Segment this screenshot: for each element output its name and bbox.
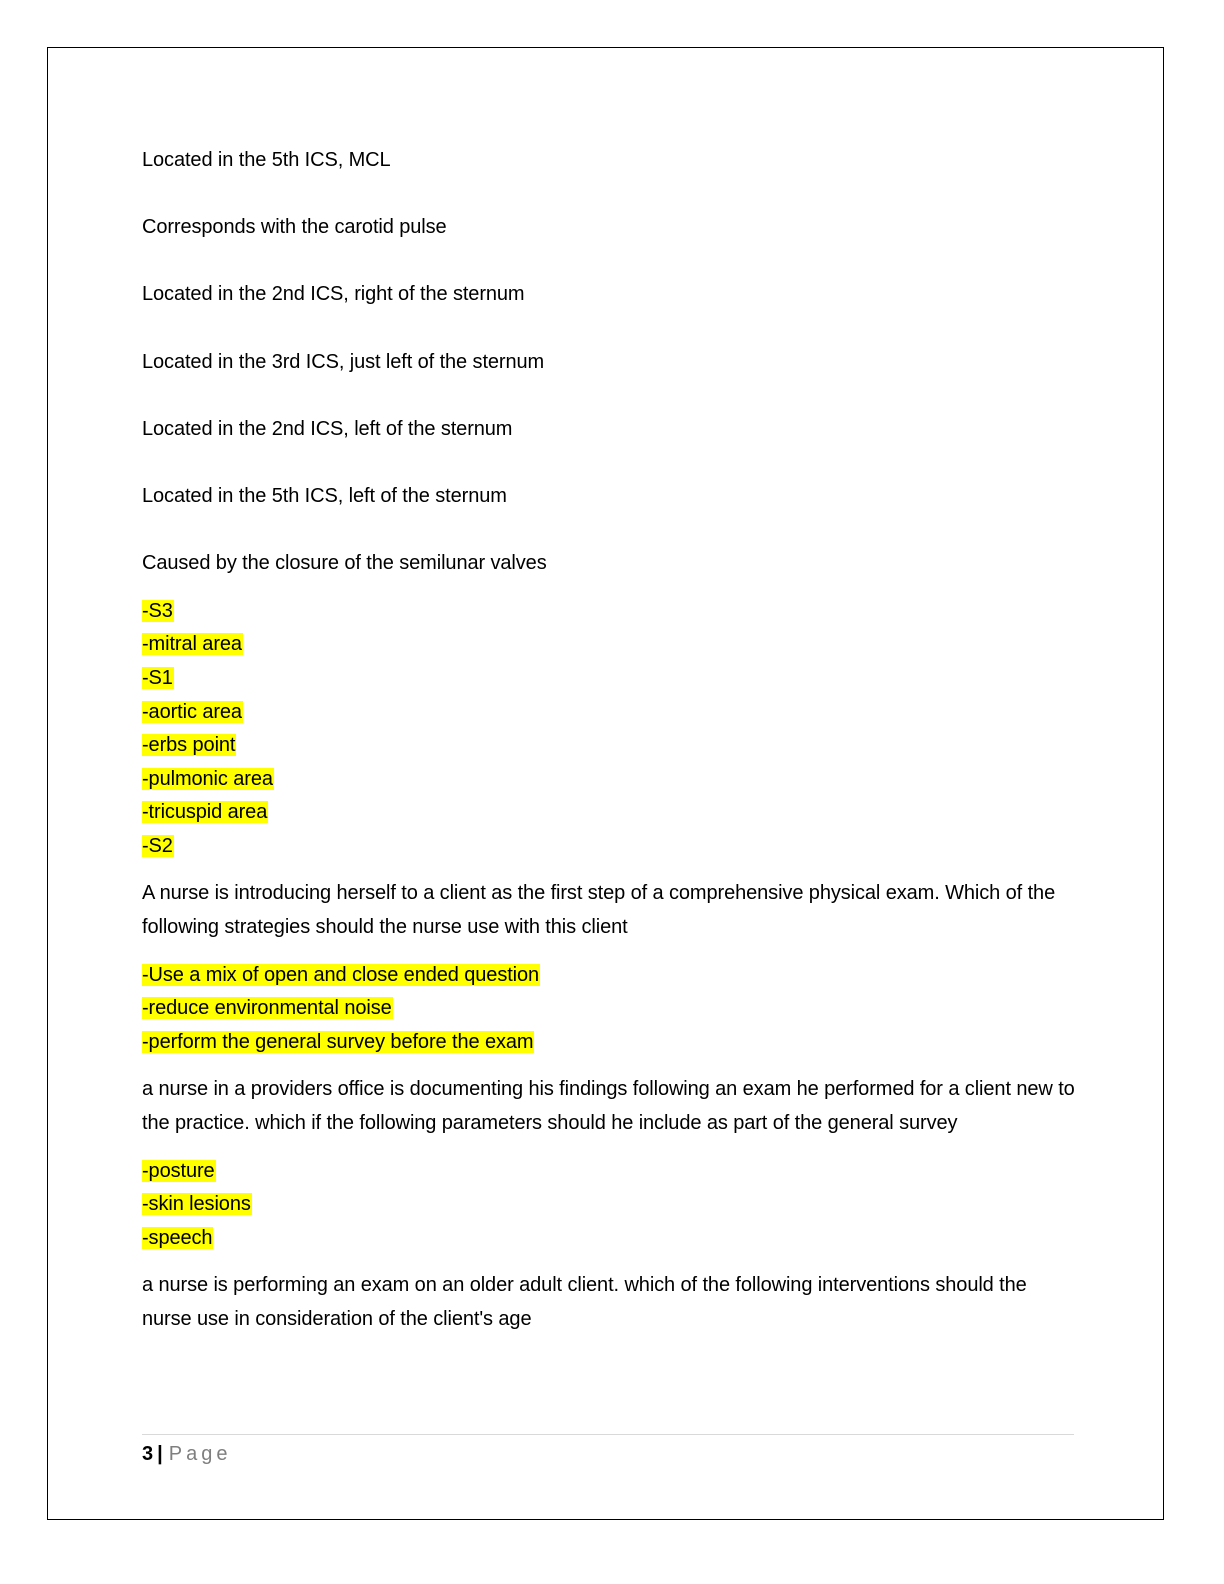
answer-list-3 — [142, 1155, 1077, 1256]
statement-4: Located in the 3rd ICS, just left of the sternum — [142, 350, 545, 373]
question-3: a nurse in a providers office is documenting his findings following an exam he performed for a client new to the practice. which if the following parameters should he include as part of the general survey — [142, 1078, 1075, 1135]
footer-separator: | — [157, 1443, 163, 1465]
question-2: A nurse is introducing herself to a client as the first step of a comprehensive physical exam. Which of the following strategies should the nurse use with this client — [142, 882, 1056, 939]
answer-item: -speech — [142, 1226, 213, 1249]
statement-3: Located in the 2nd ICS, right of the sternum — [142, 283, 525, 306]
document-body — [142, 144, 1077, 1351]
answer-list-1 — [142, 595, 1077, 864]
answer-item: -perform the general survey before the exam — [142, 1030, 534, 1053]
answer-item: -S2 — [142, 834, 173, 857]
answer-item: -pulmonic area — [142, 767, 273, 790]
answer-list-2 — [142, 959, 1077, 1060]
answer-item: -erbs point — [142, 734, 236, 757]
question-4: a nurse is performing an exam on an older adult client. which of the following interventions should the nurse use in consideration of the client's age — [142, 1274, 1027, 1330]
answer-item: -reduce environmental noise — [142, 997, 392, 1020]
footer-divider — [142, 1434, 1074, 1435]
statement-1: Located in the 5th ICS, MCL — [142, 149, 391, 171]
page-footer — [142, 1440, 231, 1468]
statement-2: Corresponds with the carotid pulse — [142, 216, 447, 239]
answer-item: -aortic area — [142, 700, 242, 723]
statement-7: Caused by the closure of the semilunar valves — [142, 552, 547, 575]
page-label: Page — [168, 1443, 232, 1465]
statement-6: Located in the 5th ICS, left of the sternum — [142, 484, 507, 507]
answer-item: -mitral area — [142, 633, 242, 656]
answer-item: -S3 — [142, 599, 173, 622]
answer-item: -posture — [142, 1159, 215, 1182]
answer-item: -tricuspid area — [142, 801, 268, 824]
answer-item: -S1 — [142, 666, 173, 689]
answer-item: -skin lesions — [142, 1193, 251, 1216]
answer-item: -Use a mix of open and close ended question — [142, 963, 540, 986]
statement-5: Located in the 2nd ICS, left of the sternum — [142, 417, 513, 440]
page-number: 3 — [142, 1443, 154, 1465]
